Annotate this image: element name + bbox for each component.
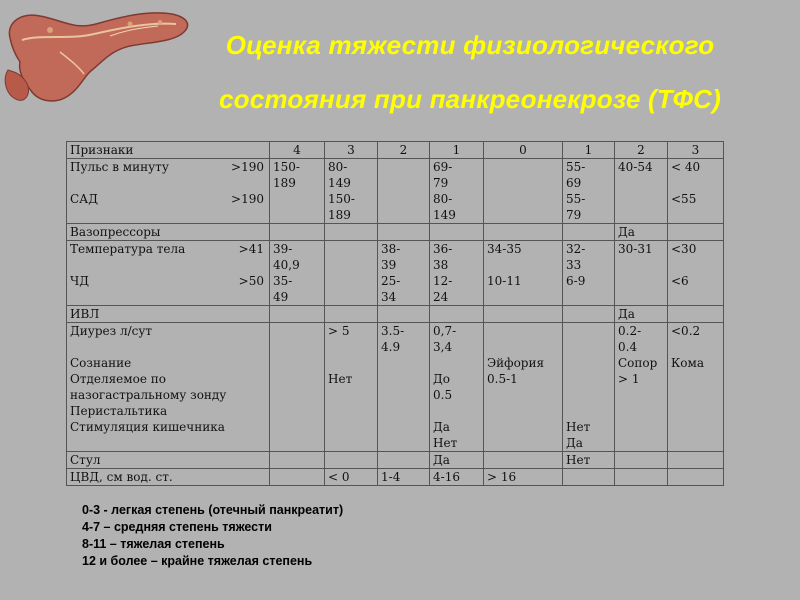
score-cell [484, 452, 563, 469]
feature-score-4-value [264, 371, 266, 403]
score-cell [325, 306, 378, 323]
score-cell [484, 224, 563, 241]
feature-cell [67, 323, 270, 452]
score-cell: 4-16 [430, 469, 484, 486]
score-cell: < 0 [325, 469, 378, 486]
score-cell: 38- 39 25- 34 [378, 241, 430, 306]
score-cell: Да [615, 306, 668, 323]
feature-line [70, 339, 266, 355]
severity-score-table [66, 141, 724, 486]
score-cell [430, 306, 484, 323]
score-cell [270, 224, 325, 241]
slide-title-line-2: состояния при панкреонекрозе (ТФС) [219, 84, 721, 114]
feature-line [70, 419, 266, 435]
feature-line [70, 469, 266, 485]
legend-item: 4-7 – средняя степень тяжести [82, 520, 272, 534]
score-cell [270, 452, 325, 469]
score-cell: 69- 79 80- 149 [430, 159, 484, 224]
feature-name: Стимуляция кишечника [70, 420, 225, 434]
score-cell: 3.5- 4.9 [378, 323, 430, 452]
feature-score-4-value [264, 323, 266, 339]
score-cell [430, 224, 484, 241]
feature-score-4-value: >50 [238, 274, 264, 288]
feature-line [70, 306, 266, 322]
table-header-row [67, 142, 724, 159]
score-cell: 1-4 [378, 469, 430, 486]
feature-name: Пульс в минуту [70, 160, 169, 174]
score-cell: 0,7- 3,4 До 0.5 Да Нет [430, 323, 484, 452]
score-cell [270, 469, 325, 486]
score-cell: Нет [563, 452, 615, 469]
feature-cell [67, 241, 270, 306]
score-cell: <30 <6 [668, 241, 724, 306]
header-cell-score: 2 [378, 142, 430, 159]
score-cell [615, 452, 668, 469]
feature-score-4-value: >190 [231, 160, 264, 174]
table-row [67, 452, 724, 469]
feature-cell [67, 306, 270, 323]
feature-line [70, 273, 266, 289]
score-cell: 32- 33 6-9 [563, 241, 615, 306]
header-cell-score: 4 [270, 142, 325, 159]
score-cell [378, 224, 430, 241]
feature-line [70, 371, 266, 403]
header-cell-score: 1 [563, 142, 615, 159]
feature-line [70, 257, 266, 273]
feature-name: Перистальтика [70, 404, 168, 418]
feature-name: Отделяемое по назогастральному зонду [70, 372, 227, 402]
feature-line [70, 191, 266, 207]
feature-cell [67, 159, 270, 224]
feature-line [70, 224, 266, 240]
header-cell-score: 3 [668, 142, 724, 159]
feature-name: Стул [70, 453, 101, 467]
score-cell [378, 159, 430, 224]
feature-name: Температура тела [70, 242, 186, 256]
score-cell [668, 224, 724, 241]
score-cell [615, 469, 668, 486]
score-cell: Эйфория 0.5-1 [484, 323, 563, 452]
feature-line [70, 403, 266, 419]
table-row [67, 224, 724, 241]
score-cell [563, 469, 615, 486]
score-cell [484, 159, 563, 224]
score-cell: Да [615, 224, 668, 241]
score-cell: 55- 69 55- 79 [563, 159, 615, 224]
score-cell: 0.2- 0.4 Сопор > 1 [615, 323, 668, 452]
feature-score-4-value [264, 403, 266, 419]
feature-line [70, 159, 266, 175]
feature-score-4-value [264, 224, 266, 240]
score-cell [325, 224, 378, 241]
score-cell: 30-31 [615, 241, 668, 306]
score-cell: 150- 189 [270, 159, 325, 224]
score-cell: Да [430, 452, 484, 469]
feature-score-4-value: >190 [231, 192, 264, 206]
table-row [67, 241, 724, 306]
feature-score-4-value [264, 355, 266, 371]
score-cell [668, 469, 724, 486]
score-cell [325, 241, 378, 306]
feature-cell [67, 469, 270, 486]
feature-name: ЦВД, см вод. ст. [70, 470, 173, 484]
feature-line [70, 452, 266, 468]
score-cell: 36- 38 12- 24 [430, 241, 484, 306]
score-cell: 40-54 [615, 159, 668, 224]
table-row [67, 159, 724, 224]
table-row [67, 323, 724, 452]
score-cell [378, 452, 430, 469]
legend-item: 12 и более – крайне тяжелая степень [82, 554, 313, 568]
feature-name: САД [70, 192, 99, 206]
feature-name: ЧД [70, 274, 90, 288]
feature-cell [67, 452, 270, 469]
score-cell [668, 306, 724, 323]
header-cell-score: 2 [615, 142, 668, 159]
header-cell-score: 1 [430, 142, 484, 159]
score-cell: 34-35 10-11 [484, 241, 563, 306]
feature-line [70, 323, 266, 339]
score-cell [563, 224, 615, 241]
score-cell: Нет Да [563, 323, 615, 452]
feature-score-4-value [264, 469, 266, 485]
score-cell [378, 306, 430, 323]
legend-item: 8-11 – тяжелая степень [82, 537, 225, 551]
feature-cell [67, 224, 270, 241]
feature-line [70, 175, 266, 191]
score-cell [484, 306, 563, 323]
feature-score-4-value [264, 452, 266, 468]
feature-name: Вазопрессоры [70, 225, 161, 239]
score-cell [270, 306, 325, 323]
feature-line [70, 355, 266, 371]
score-cell [563, 306, 615, 323]
feature-name: Сознание [70, 356, 132, 370]
feature-score-4-value [264, 419, 266, 435]
score-cell: > 5 Нет [325, 323, 378, 452]
header-cell-score: 0 [484, 142, 563, 159]
score-legend [82, 502, 402, 570]
score-cell: 80- 149 150- 189 [325, 159, 378, 224]
score-cell [668, 452, 724, 469]
header-cell-feature: Признаки [67, 142, 270, 159]
score-cell: 39- 40,9 35- 49 [270, 241, 325, 306]
legend-item: 0-3 - легкая степень (отечный панкреатит) [82, 503, 344, 517]
score-cell: > 16 [484, 469, 563, 486]
feature-name: ИВЛ [70, 307, 100, 321]
feature-line [70, 241, 266, 257]
header-cell-score: 3 [325, 142, 378, 159]
score-cell [270, 323, 325, 452]
table-row [67, 306, 724, 323]
feature-score-4-value: >41 [238, 242, 264, 256]
feature-name: Диурез л/сут [70, 324, 153, 338]
feature-score-4-value [264, 306, 266, 322]
score-cell: <0.2 Кома [668, 323, 724, 452]
score-cell [325, 452, 378, 469]
slide-title-line-1: Оценка тяжести физиологического [225, 30, 715, 60]
score-cell: < 40 <55 [668, 159, 724, 224]
table-row [67, 469, 724, 486]
